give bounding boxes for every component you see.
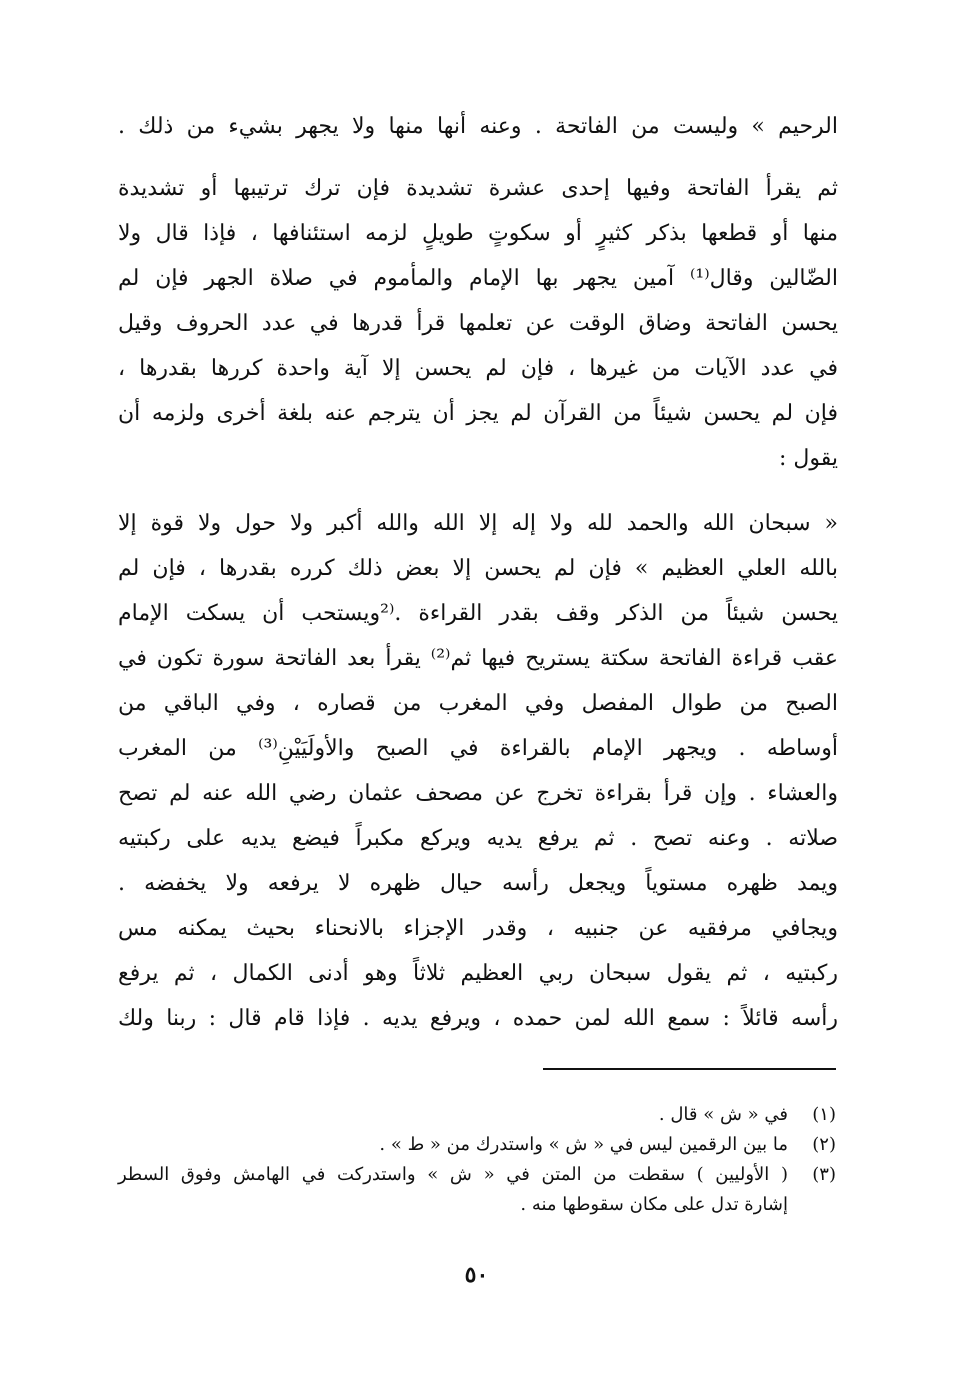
text-line: يحسن شيئاً من الذكر وقف بقدر القراءة .⁽²ويستحب أن يسكت الإمام [118,601,838,626]
text-line: صلاته . وعنه تصح . ثم يرفع يديه ويركع مكبراً فيضع يديه على ركبتيه [118,826,838,851]
text-line: في عدد الآيات من غيرها ، فإن لم يحسن إلا آية واحدة كررها بقدرها ، [118,356,838,381]
paragraph-gap [118,149,838,166]
footnote-line: إشارة تدل على مكان سقوطها منه . [520,1194,788,1215]
footnote-number: (١) [812,1104,836,1125]
text-line: يقول : [778,446,838,471]
text-line: منها أو قطعها بذكر كثيرٍ أو سكوتٍ طويلٍ لزمه استئنافها ، فإذا قال ولا [118,221,838,246]
footnote [118,1100,836,1130]
text-line: ويجافي مرفقيه عن جنبيه ، وقدر الإجزاء بالانحناء بحيث يمكنه مس [118,916,838,941]
main-text [118,104,838,1041]
footnote-line: في « ش » قال . [658,1104,788,1125]
text-line: بالله العلي العظيم » فإن لم يحسن إلا بعض ذلك كرره بقدرها ، فإن لم [118,556,838,581]
footnote [118,1160,836,1220]
footnote-text [118,1100,788,1130]
footnote-separator [543,1068,836,1070]
footnote [118,1130,836,1160]
text-line: فإن لم يحسن شيئاً من القرآن لم يجز أن يترجم عنه بلغة أخرى ولزمه أن [118,401,838,426]
text-line: ويمد ظهره مستوياً ويجعل رأسه حيال ظهره لا يرفعه ولا يخفضه . [118,871,838,896]
footnote-line: ( الأوليين ) سقطت من المتن في « ش » واستدركت في الهامش وفوق السطر [118,1164,788,1185]
footnote-number: (٢) [812,1134,836,1155]
footnote-text [118,1160,788,1220]
text-line: « سبحان الله والحمد لله ولا إله إلا الله والله أكبر ولا حول ولا قوة إلا [118,511,838,536]
footnotes [118,1100,836,1220]
page-number: ٥٠ [464,1262,489,1288]
text-line: الرحيم » وليست من الفاتحة . وعنه أنها منها ولا يجهر بشيء من ذلك . [118,114,838,139]
footnote-text [118,1130,788,1160]
text-line: والعشاء . وإن قرأ بقراءة تخرج عن مصحف عثمان رضي الله عنه لم تصح [118,781,838,806]
text-line: الضّالين وقال⁽¹⁾ آمين يجهر بها الإمام والمأموم في صلاة الجهر فإن لم [118,266,838,291]
footnote-number: (٣) [812,1164,836,1185]
text-line: يحسن الفاتحة وضاق الوقت عن تعلمها قرأ قدرها في عدد الحروف وقيل [118,311,838,336]
paragraph-gap [118,481,838,501]
text-line: عقب قراءة الفاتحة سكتة يستريح فيها ثم⁽²⁾ يقرأ بعد الفاتحة سورة تكون في [118,646,838,671]
text-line: ركبتيه ، ثم يقول سبحان ربي العظيم ثلاثاً وهو أدنى الكمال ، ثم يرفع [118,961,838,986]
text-line: الصبح من طوال المفصل وفي المغرب من قصاره ، وفي الباقي من [118,691,838,716]
text-line: ثم يقرأ الفاتحة وفيها إحدى عشرة تشديدة فإن ترك ترتيبها أو تشديدة [118,176,838,201]
text-line: أوساطه . ويجهر الإمام بالقراءة في الصبح والأولَيَيْنِ⁽³⁾ من المغرب [118,736,838,761]
text-line: رأسه قائلاً : سمع الله لمن حمده ، ويرفع يديه . فإذا قام قال : ربنا ولك [118,1006,838,1031]
footnote-line: ما بين الرقمين ليس في « ش » واستدرك من « ط » . [379,1134,788,1155]
